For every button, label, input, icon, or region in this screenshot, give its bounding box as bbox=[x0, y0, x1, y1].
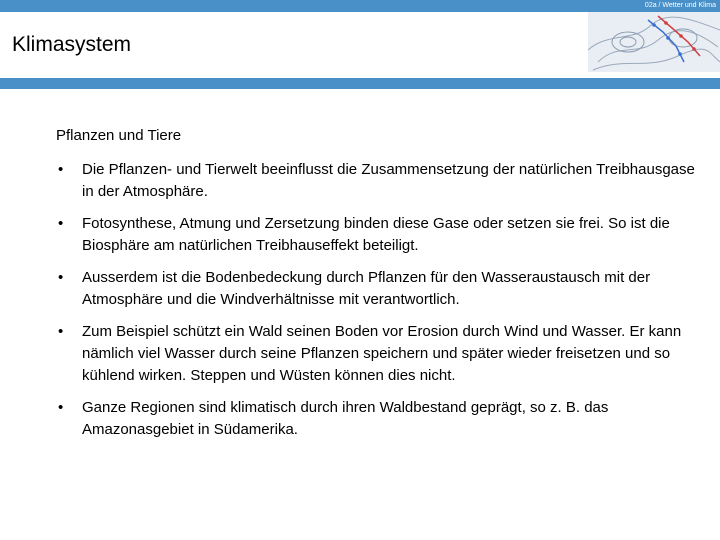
bullet-text: Ausserdem ist die Bodenbedeckung durch Pflanzen für den Wasseraustausch mit der Atmosphäre und die Windverhältnisse mit verantwortlich. bbox=[82, 269, 651, 308]
bullet-marker: • bbox=[58, 269, 64, 286]
slide-content bbox=[56, 126, 696, 451]
bullet-marker: • bbox=[58, 399, 64, 416]
section-heading: Pflanzen und Tiere bbox=[56, 127, 182, 144]
bullet-marker: • bbox=[58, 215, 64, 232]
slide-title: Klimasystem bbox=[12, 33, 132, 56]
slide-header bbox=[0, 12, 720, 78]
bullet-marker: • bbox=[58, 161, 64, 178]
course-label: 02a / Wetter und Klima bbox=[644, 2, 716, 9]
list-item bbox=[56, 321, 696, 387]
bullet-marker: • bbox=[58, 323, 64, 340]
list-item bbox=[56, 213, 696, 257]
list-item bbox=[56, 159, 696, 203]
top-bar bbox=[0, 0, 720, 12]
bullet-text: Fotosynthese, Atmung und Zersetzung binden diese Gase oder setzen sie frei. So ist die Biosphäre am natürlichen Treibhauseffekt beteiligt. bbox=[82, 215, 670, 254]
bullet-text: Zum Beispiel schützt ein Wald seinen Boden vor Erosion durch Wind und Wasser. Er kann nämlich viel Wasser durch seine Pflanzen speichern und später wieder freisetzen und so kühlend wirken. Steppen und Wüsten können dies nicht. bbox=[82, 323, 682, 384]
bullet-text: Die Pflanzen- und Tierwelt beeinflusst die Zusammensetzung der natürlichen Treibhausgase in der Atmosphäre. bbox=[82, 161, 695, 200]
list-item bbox=[56, 397, 696, 441]
header-band bbox=[0, 78, 720, 89]
bullet-text: Ganze Regionen sind klimatisch durch ihren Waldbestand geprägt, so z. B. das Amazonasgebiet in Südamerika. bbox=[82, 399, 609, 438]
list-item bbox=[56, 267, 696, 311]
weather-map-icon bbox=[588, 12, 720, 72]
bullet-list bbox=[56, 159, 696, 441]
